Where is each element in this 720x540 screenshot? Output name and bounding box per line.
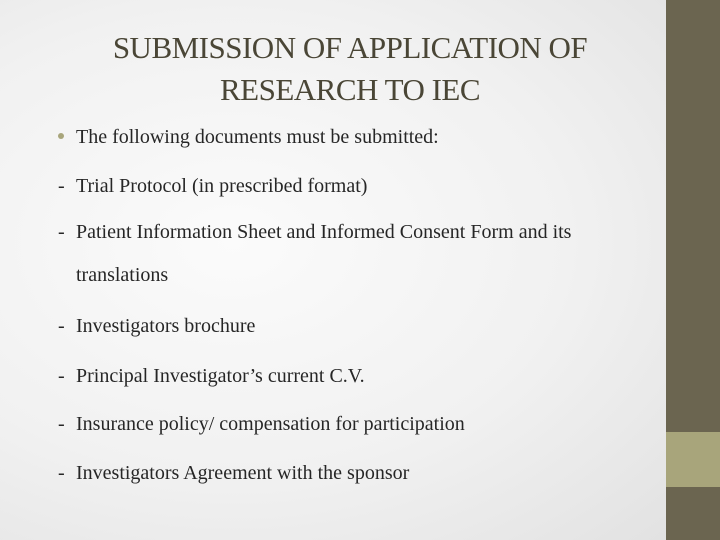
dash-marker: - [58, 175, 65, 197]
list-item-continuation: translations [76, 264, 169, 286]
list-item: Trial Protocol (in prescribed format) [76, 175, 368, 197]
sidebar-top [666, 0, 720, 432]
sidebar-accent [666, 432, 720, 487]
dash-marker: - [58, 462, 65, 484]
intro-text: The following documents must be submitted: [76, 126, 439, 148]
list-item: Investigators Agreement with the sponsor [76, 462, 410, 484]
slide-title-line-1: SUBMISSION OF APPLICATION OF [112, 30, 588, 65]
list-item: Insurance policy/ compensation for participation [76, 413, 465, 435]
dash-marker: - [58, 221, 65, 243]
slide-title-line-2: RESEARCH TO IEC [219, 72, 481, 107]
dash-marker: - [58, 413, 65, 435]
list-item: Investigators brochure [76, 315, 256, 337]
sidebar-bottom [666, 487, 720, 540]
dash-marker: - [58, 365, 65, 387]
bullet-dot-icon [58, 133, 64, 139]
list-item: Principal Investigator’s current C.V. [76, 365, 365, 387]
dash-marker: - [58, 315, 65, 337]
list-item: Patient Information Sheet and Informed Consent Form and its [76, 221, 572, 243]
